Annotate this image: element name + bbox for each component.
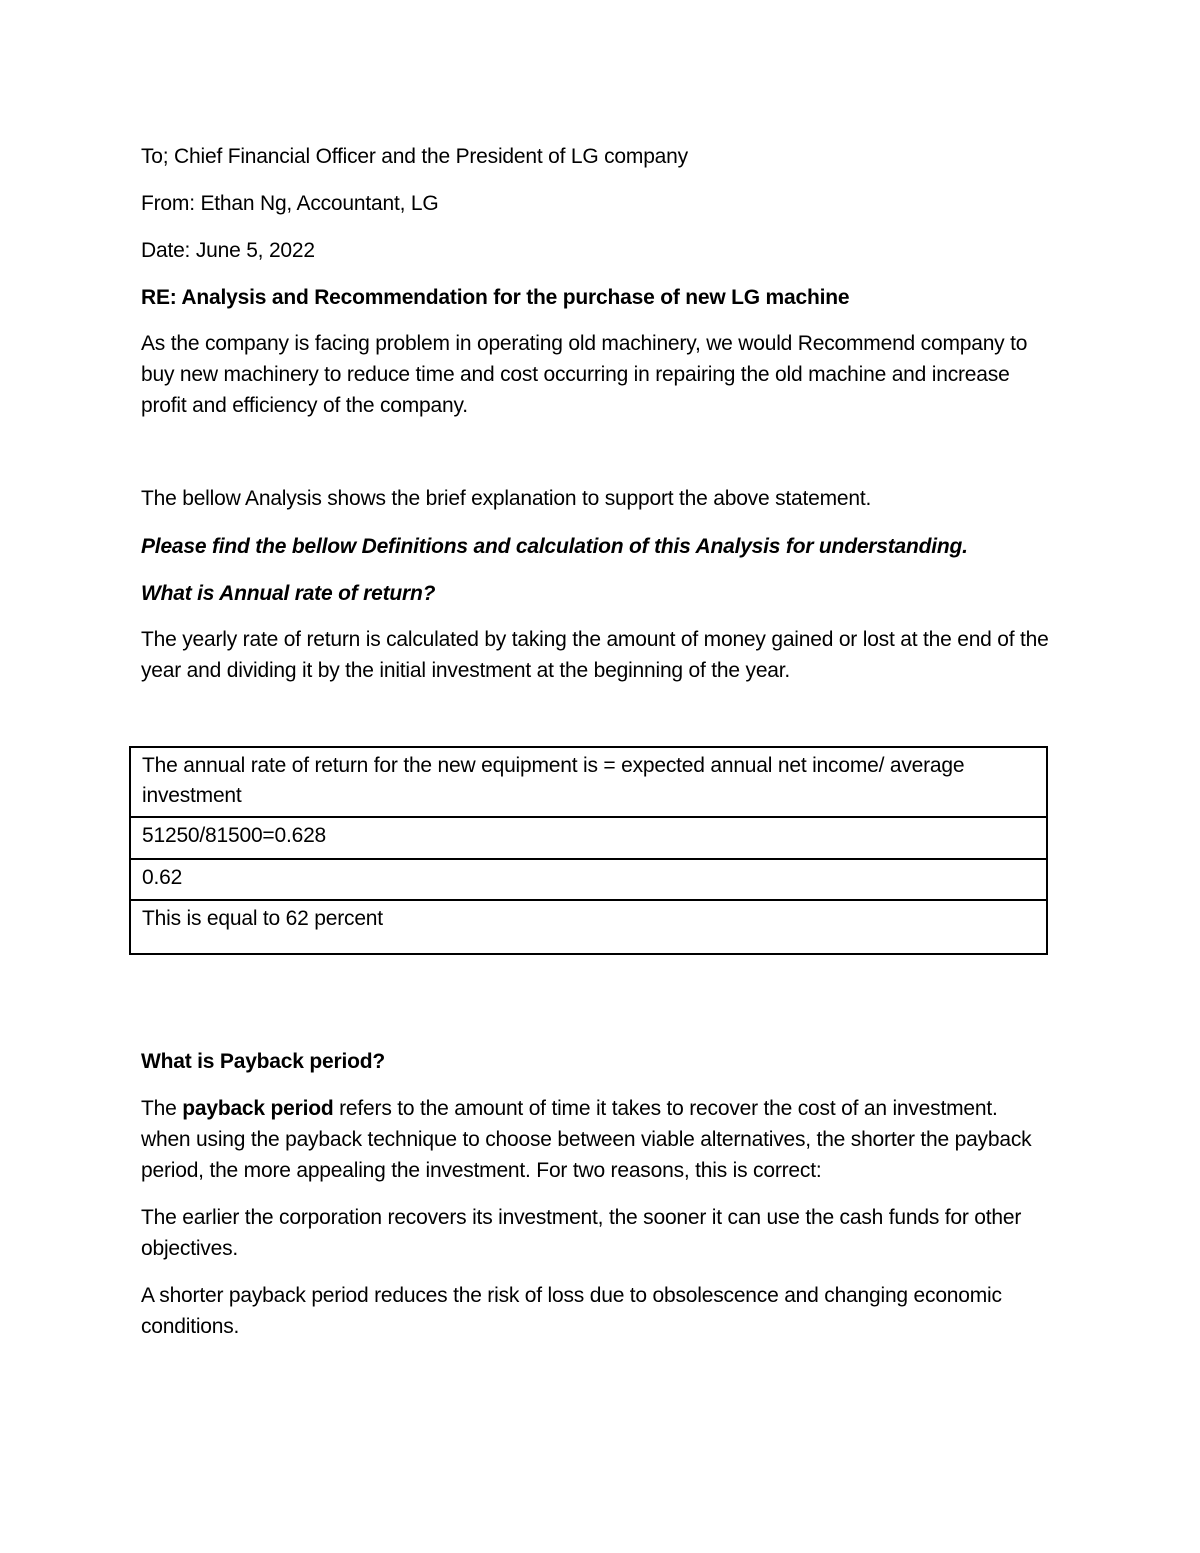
payback-heading: What is Payback period?	[141, 1050, 385, 1073]
table-row	[130, 747, 1047, 817]
payback-reason-2: A shorter payback period reduces the risk of loss due to obsolescence and changing economic conditions.	[141, 1284, 1002, 1338]
arr-heading: What is Annual rate of return?	[141, 582, 436, 605]
table-cell-computation: 51250/81500=0.628	[130, 817, 1047, 859]
payback-definition-rest: refers to the amount of time it takes to recover the cost of an investment. when using the payback technique to choose between viable alternatives, the shorter the payback period, the more appealing the investment. For two reasons, this is correct:	[141, 1097, 1032, 1182]
arr-definition: The yearly rate of return is calculated by taking the amount of money gained or lost at the end of the year and dividing it by the initial investment at the beginning of the year.	[141, 628, 1049, 682]
payback-reason-1: The earlier the corporation recovers its investment, the sooner it can use the cash funds for other objectives.	[141, 1206, 1022, 1260]
payback-definition-prefix: The	[141, 1097, 183, 1120]
memo-from-line: From: Ethan Ng, Accountant, LG	[141, 192, 439, 215]
table-row	[130, 859, 1047, 900]
table-row	[130, 817, 1047, 859]
table-cell-formula: The annual rate of return for the new equipment is = expected annual net income/ average investment	[130, 747, 1047, 817]
payback-term: payback period	[182, 1097, 334, 1120]
memo-to-line: To; Chief Financial Officer and the President of LG company	[141, 145, 688, 168]
recommendation-paragraph: As the company is facing problem in operating old machinery, we would Recommend company to buy new machinery to reduce time and cost occurring in repairing the old machine and increase profit and efficiency of the company.	[141, 332, 1028, 417]
memo-subject-line: RE: Analysis and Recommendation for the purchase of new LG machine	[141, 286, 850, 309]
arr-calculation-table	[129, 746, 1048, 955]
table-row	[130, 900, 1047, 954]
analysis-note: The bellow Analysis shows the brief explanation to support the above statement.	[141, 487, 872, 510]
definitions-note: Please find the bellow Definitions and calculation of this Analysis for understanding.	[141, 535, 968, 558]
table-cell-rounded: 0.62	[130, 859, 1047, 900]
payback-definition	[141, 1093, 1051, 1186]
memo-date-line: Date: June 5, 2022	[141, 239, 315, 262]
table-cell-percent: This is equal to 62 percent	[130, 900, 1047, 954]
